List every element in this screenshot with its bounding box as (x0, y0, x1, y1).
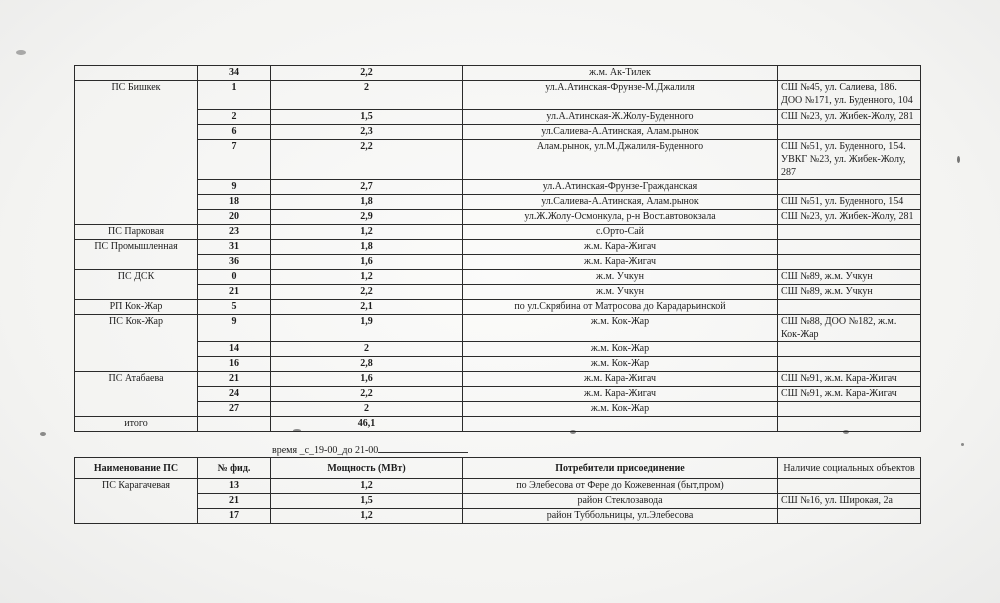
consumers-cell: ж.м. Учкун (463, 270, 778, 285)
substation-cell (75, 387, 198, 402)
feeder-number-cell: 14 (198, 342, 271, 357)
social-objects-cell: СШ №45, ул. Салиева, 186. ДОО №171, ул. Буденного, 104 (778, 81, 921, 110)
consumers-cell: ж.м. Кок-Жар (463, 342, 778, 357)
social-objects-cell (778, 255, 921, 270)
power-cell: 2,7 (271, 180, 463, 195)
social-objects-cell: СШ №89, ж.м. Учкун (778, 285, 921, 300)
feeder-number-cell: 16 (198, 357, 271, 372)
feeder-number-cell: 27 (198, 402, 271, 417)
consumers-cell: ж.м. Кара-Жигач (463, 255, 778, 270)
consumers-cell: район Туббольницы, ул.Элебесова (463, 509, 778, 524)
consumers-cell: ж.м. Кара-Жигач (463, 372, 778, 387)
power-cell: 1,8 (271, 195, 463, 210)
substation-cell: ПС ДСК (75, 270, 198, 285)
consumers-cell: район Стеклозавода (463, 494, 778, 509)
substation-cell: РП Кок-Жар (75, 300, 198, 315)
substation-cell (75, 357, 198, 372)
social-objects-cell: СШ №23, ул. Жибек-Жолу, 281 (778, 210, 921, 225)
power-cell: 1,2 (271, 225, 463, 240)
consumers-cell: Алам.рынок, ул.М.Джалиля-Буденного (463, 140, 778, 180)
social-objects-cell (778, 479, 921, 494)
substation-cell (75, 180, 198, 195)
feeders-table-evening (74, 65, 921, 432)
scan-speck (40, 432, 46, 436)
substation-cell (75, 210, 198, 225)
power-cell: 2,3 (271, 125, 463, 140)
table-row (75, 210, 921, 225)
scan-speck (293, 429, 301, 432)
table-row (75, 225, 921, 240)
power-cell: 1,2 (271, 479, 463, 494)
social-objects-cell: СШ №16, ул. Широкая, 2а (778, 494, 921, 509)
feeder-number-cell: 5 (198, 300, 271, 315)
social-objects-cell (778, 225, 921, 240)
consumers-cell: с.Орто-Сай (463, 225, 778, 240)
table-row (75, 300, 921, 315)
time-period-text: время _с_19-00_до 21-00 (272, 445, 379, 456)
consumers-cell: ж.м. Кок-Жар (463, 402, 778, 417)
time-period-label (272, 443, 468, 456)
table-row (75, 357, 921, 372)
power-cell: 1,9 (271, 315, 463, 342)
feeder-number-cell: 7 (198, 140, 271, 180)
feeder-number-cell: 21 (198, 285, 271, 300)
social-objects-cell (778, 66, 921, 81)
consumers-cell: ж.м. Ак-Тилек (463, 66, 778, 81)
substation-cell (75, 342, 198, 357)
substation-cell: ПС Парковая (75, 225, 198, 240)
consumers-cell: ул.Салиева-А.Атинская, Алам.рынок (463, 195, 778, 210)
substation-cell (75, 402, 198, 417)
table-row (75, 402, 921, 417)
power-cell: 1,6 (271, 255, 463, 270)
social-objects-cell (778, 180, 921, 195)
table-row (75, 479, 921, 494)
header-social-objects: Наличие социальных объектов (778, 458, 921, 479)
substation-cell (75, 255, 198, 270)
feeder-number-cell: 34 (198, 66, 271, 81)
power-cell: 1,8 (271, 240, 463, 255)
total-label: итого (75, 417, 198, 432)
social-objects-cell (778, 402, 921, 417)
power-cell: 2,9 (271, 210, 463, 225)
power-cell: 1,2 (271, 509, 463, 524)
consumers-cell: ж.м. Учкун (463, 285, 778, 300)
power-cell: 1,6 (271, 372, 463, 387)
table-row (75, 125, 921, 140)
header-feeder-number: № фид. (198, 458, 271, 479)
scan-speck (16, 50, 26, 55)
substation-cell: ПС Карагачевая (75, 479, 198, 494)
total-value: 46,1 (271, 417, 463, 432)
power-cell: 2,2 (271, 66, 463, 81)
social-objects-cell: СШ №51, ул. Буденного, 154 (778, 195, 921, 210)
table-row (75, 140, 921, 180)
scan-speck (843, 430, 849, 434)
power-cell: 2,2 (271, 387, 463, 402)
empty-cell (463, 417, 778, 432)
social-objects-cell: СШ №51, ул. Буденного, 154. УВКГ №23, ул. Жибек-Жолу, 287 (778, 140, 921, 180)
feeder-number-cell: 36 (198, 255, 271, 270)
substation-cell (75, 195, 198, 210)
scan-speck (957, 156, 960, 163)
substation-cell (75, 125, 198, 140)
table-row (75, 315, 921, 342)
power-cell: 2 (271, 342, 463, 357)
substation-cell (75, 285, 198, 300)
table-row (75, 81, 921, 110)
substation-cell (75, 494, 198, 509)
consumers-cell: по Элебесова от Фере до Кожевенная (быт,пром) (463, 479, 778, 494)
power-cell: 1,5 (271, 110, 463, 125)
feeder-number-cell: 2 (198, 110, 271, 125)
feeder-number-cell: 6 (198, 125, 271, 140)
consumers-cell: ул.Ж.Жолу-Осмонкула, р-н Вост.автовокзала (463, 210, 778, 225)
feeder-number-cell: 31 (198, 240, 271, 255)
substation-cell: ПС Промышленная (75, 240, 198, 255)
substation-cell (75, 110, 198, 125)
table-row (75, 110, 921, 125)
feeder-number-cell: 1 (198, 81, 271, 110)
consumers-cell: ж.м. Кок-Жар (463, 315, 778, 342)
substation-cell (75, 509, 198, 524)
table-row (75, 195, 921, 210)
power-cell: 2,2 (271, 140, 463, 180)
substation-cell: ПС Кок-Жар (75, 315, 198, 342)
social-objects-cell (778, 509, 921, 524)
social-objects-cell: СШ №88, ДОО №182, ж.м. Кок-Жар (778, 315, 921, 342)
substation-cell (75, 140, 198, 180)
feeder-number-cell: 0 (198, 270, 271, 285)
header-power: Мощность (МВт) (271, 458, 463, 479)
power-cell: 2 (271, 81, 463, 110)
power-cell: 1,5 (271, 494, 463, 509)
consumers-cell: ж.м. Кара-Жигач (463, 387, 778, 402)
consumers-cell: ж.м. Кара-Жигач (463, 240, 778, 255)
consumers-cell: ул.А.Атинская-Фрунзе-М.Джалиля (463, 81, 778, 110)
empty-cell (778, 417, 921, 432)
consumers-cell: ул.А.Атинская-Фрунзе-Гражданская (463, 180, 778, 195)
substation-cell (75, 66, 198, 81)
feeder-number-cell: 20 (198, 210, 271, 225)
consumers-cell: ж.м. Кок-Жар (463, 357, 778, 372)
social-objects-cell (778, 125, 921, 140)
power-cell: 2,1 (271, 300, 463, 315)
power-cell: 2,2 (271, 285, 463, 300)
consumers-cell: ул.Салиева-А.Атинская, Алам.рынок (463, 125, 778, 140)
substation-cell: ПС Атабаева (75, 372, 198, 387)
feeder-number-cell: 17 (198, 509, 271, 524)
table-row (75, 387, 921, 402)
total-row (75, 417, 921, 432)
table-row (75, 240, 921, 255)
feeder-number-cell: 21 (198, 494, 271, 509)
power-cell: 1,2 (271, 270, 463, 285)
social-objects-cell (778, 300, 921, 315)
social-objects-cell (778, 240, 921, 255)
feeder-number-cell: 18 (198, 195, 271, 210)
power-cell: 2,8 (271, 357, 463, 372)
empty-cell (198, 417, 271, 432)
consumers-cell: по ул.Скрябина от Матросова до Карадарьинской (463, 300, 778, 315)
feeder-number-cell: 24 (198, 387, 271, 402)
social-objects-cell: СШ №91, ж.м. Кара-Жигач (778, 372, 921, 387)
table-row (75, 255, 921, 270)
feeder-number-cell: 21 (198, 372, 271, 387)
feeders-table-night (74, 457, 921, 524)
feeder-number-cell: 23 (198, 225, 271, 240)
scan-speck (570, 430, 576, 434)
header-consumers: Потребители присоединение (463, 458, 778, 479)
header-substation: Наименование ПС (75, 458, 198, 479)
feeder-number-cell: 9 (198, 180, 271, 195)
social-objects-cell: СШ №91, ж.м. Кара-Жигач (778, 387, 921, 402)
table-row (75, 180, 921, 195)
table-row (75, 342, 921, 357)
table-row (75, 270, 921, 285)
table-row (75, 509, 921, 524)
blank-underline (378, 443, 468, 453)
table-row (75, 372, 921, 387)
table-row (75, 285, 921, 300)
social-objects-cell (778, 357, 921, 372)
substation-cell: ПС Бишкек (75, 81, 198, 110)
table-row (75, 66, 921, 81)
feeder-number-cell: 9 (198, 315, 271, 342)
social-objects-cell (778, 342, 921, 357)
social-objects-cell: СШ №23, ул. Жибек-Жолу, 281 (778, 110, 921, 125)
scan-speck (961, 443, 964, 446)
feeder-number-cell: 13 (198, 479, 271, 494)
table-row (75, 494, 921, 509)
social-objects-cell: СШ №89, ж.м. Учкун (778, 270, 921, 285)
power-cell: 2 (271, 402, 463, 417)
consumers-cell: ул.А.Атинская-Ж.Жолу-Буденного (463, 110, 778, 125)
